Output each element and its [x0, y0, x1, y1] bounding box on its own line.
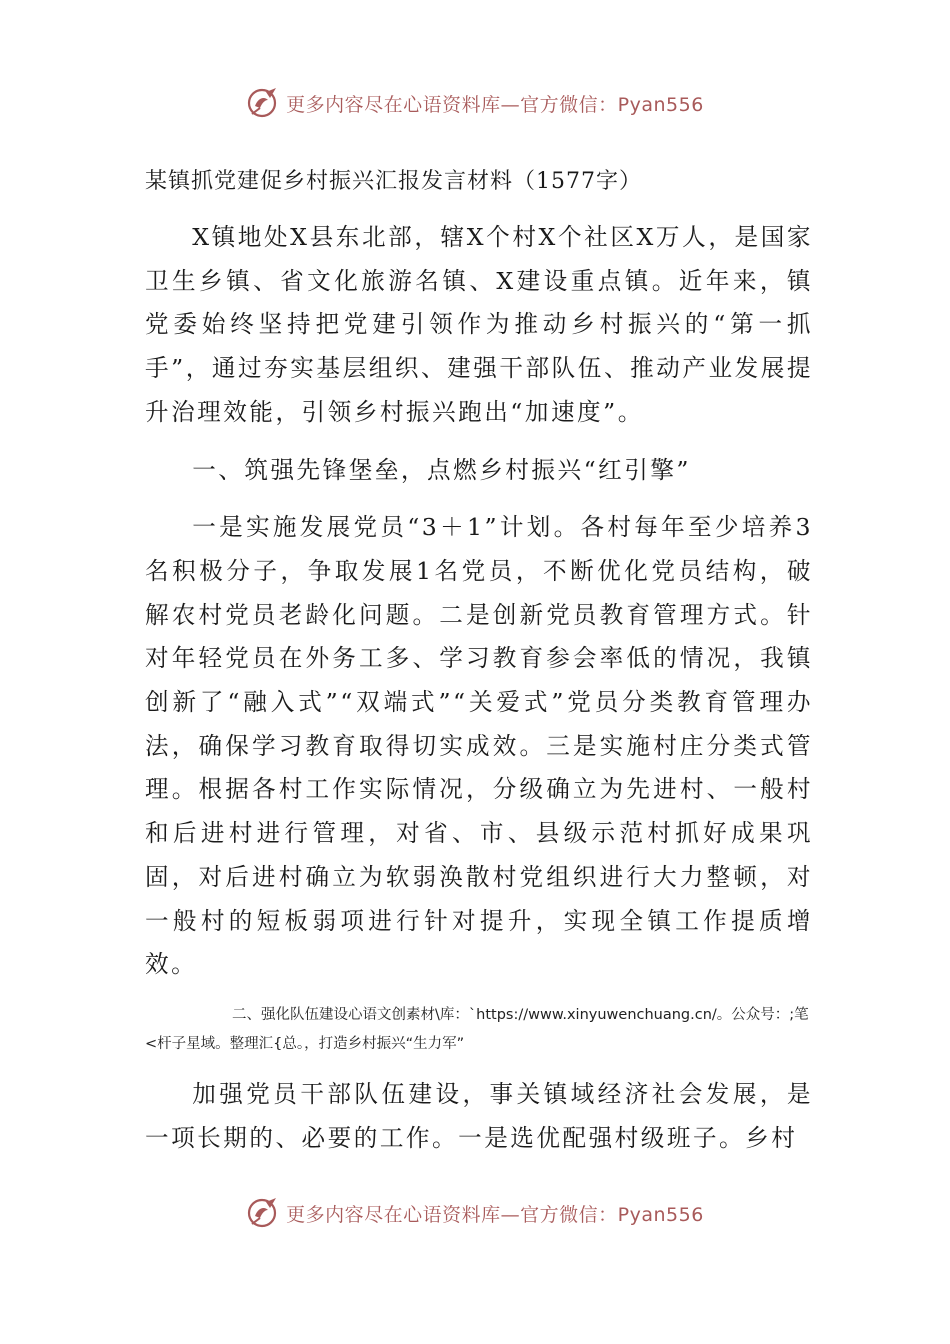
intro-paragraph: X镇地处X县东北部，辖X个村X个社区X万人，是国家卫生乡镇、省文化旅游名镇、X建设重点镇。近年来，镇党委始终坚持把党建引领作为推动乡村振兴的“第一抓手”，通过夯实基层组织、建强干部队伍、推动产业发展提升治理效能，引领乡村振兴跑出“加速度”。: [145, 223, 813, 426]
header-banner: [0, 78, 950, 128]
footer-banner: [0, 1188, 950, 1238]
section-heading-2: 二、强化队伍建设心语文创素材\库：`https://www.xinyuwenchuang.cn/。公众号：;笔<杆子星域。整理汇{总。，打造乡村振兴“生力军”: [145, 1006, 809, 1052]
banner-text: 更多内容尽在心语资料库—官方微信：Pyan556: [286, 1203, 704, 1226]
banner-text: 更多内容尽在心语资料库—官方微信：Pyan556: [286, 93, 704, 116]
document-title: 某镇抓党建促乡村振兴汇报发言材料（1577字）: [145, 169, 642, 194]
section-body-1: 一是实施发展党员“3＋1”计划。各村每年至少培养3名积极分子，争取发展1名党员，不断优化党员结构，破解农村党员老龄化问题。二是创新党员教育管理方式。针对年轻党员在外务工多、学习教育参会率低的情况，我镇创新了“融入式”“双端式”“关爱式”党员分类教育管理办法，确保学习教育取得切实成效。三是实施村庄分类式管理。根据各村工作实际情况，分级确立为先进村、一般村和后进村进行管理，对省、市、县级示范村抓好成果巩固，对后进村确立为软弱涣散村党组织进行大力整顿，对一般村的短板弱项进行针对提升，实现全镇工作提质增效。: [145, 513, 813, 979]
section-body-2: 加强党员干部队伍建设，事关镇域经济社会发展，是一项长期的、必要的工作。一是选优配强村级班子。乡村: [145, 1079, 813, 1152]
pen-heart-logo-icon: [246, 86, 280, 120]
pen-heart-logo-icon: [246, 1196, 280, 1230]
section-heading-1: 一、筑强先锋堡垒，点燃乡村振兴“红引擎”: [192, 455, 691, 484]
document-page: [145, 160, 813, 1160]
